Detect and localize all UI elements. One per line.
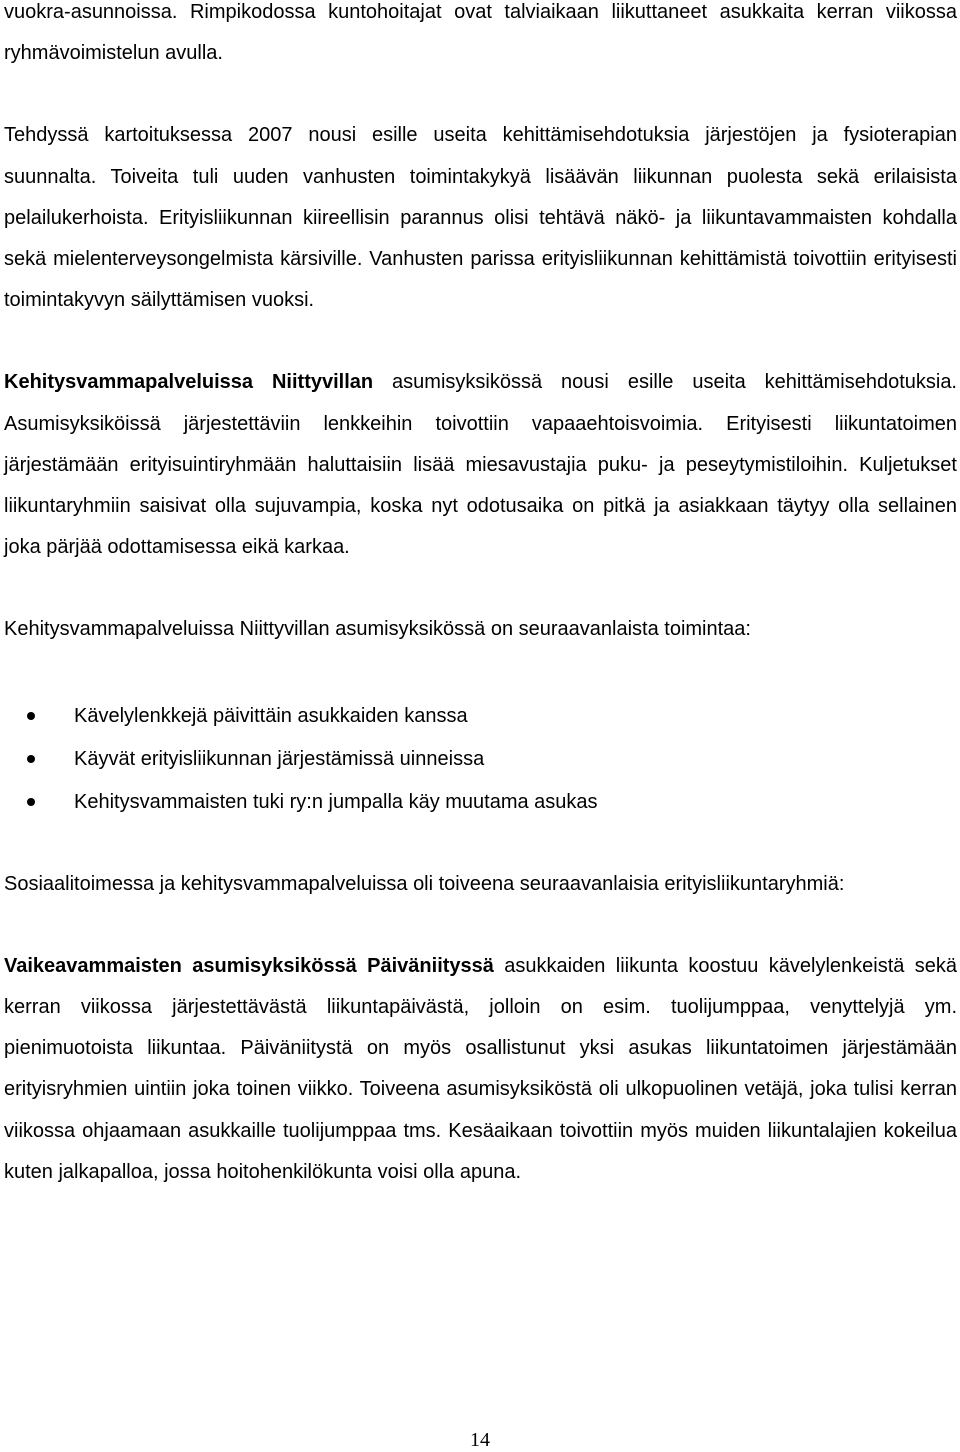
document-page <box>4 0 957 1193</box>
bold-heading-paivaniitty: Vaikeavammaisten asumisyksikössä Päiväniityssä <box>4 954 494 977</box>
list-item <box>4 695 957 738</box>
paragraph-sosiaalitoimi: Sosiaalitoimessa ja kehitysvammapalveluissa oli toiveena seuraavanlaisia erityisliikuntaryhmiä: <box>4 872 845 895</box>
paragraph-rimpikoto: vuokra-asunnoissa. Rimpikodossa kuntohoitajat ovat talviaikaan liikuttaneet asukkaita kerran viikossa ryhmävoimistelun avulla. <box>4 1 957 65</box>
paragraph-paivaniitty <box>4 946 957 1193</box>
bullet-list <box>4 695 957 824</box>
page-number: 14 <box>470 1429 490 1451</box>
paragraph-niittyvilla-toiminta: Kehitysvammapalveluissa Niittyvillan asumisyksikössä on seuraavanlaista toimintaa: <box>4 618 751 641</box>
bullet-dot-icon <box>27 798 35 806</box>
list-item-text: Kehitysvammaisten tuki ry:n jumpalla käy muutama asukas <box>74 790 598 813</box>
bullet-dot-icon <box>27 712 35 720</box>
paragraph-kartoitus-2007: Tehdyssä kartoituksessa 2007 nousi esille useita kehittämisehdotuksia järjestöjen ja fysioterapian suunnalta. Toiveita tuli uuden vanhusten toimintakykyä lisäävän liikunnan puolesta sekä erilaisista pelailukerhoista. Erityisliikunnan kiireellisin parannus olisi tehtävä näkö- ja liikuntavammaisten kohdalla sekä mielenterveysongelmista kärsiville. Vanhusten parissa erityisliikunnan kehittämistä toivottiin erityisesti toimintakyvyn säilyttämisen vuoksi. <box>4 124 957 312</box>
list-item <box>4 781 957 824</box>
list-item <box>4 738 957 781</box>
bullet-dot-icon <box>27 755 35 763</box>
list-item-text: Kävelylenkkejä päivittäin asukkaiden kanssa <box>74 704 468 727</box>
bold-heading-niittyvilla: Kehitysvammapalveluissa Niittyvillan <box>4 371 374 394</box>
paragraph-paivaniitty-body: asukkaiden liikunta koostuu kävelylenkeistä sekä kerran viikossa järjestettävästä liikuntapäivästä, jolloin on esim. tuolijumppaa, venyttelyjä ym. pienimuotoista liikuntaa. Päiväniitystä on myös osallistunut yksi asukas liikuntatoimen järjestämään erityisryhmien uintiin joka toinen viikko. Toiveena asumisyksiköstä oli ulkopuolinen vetäjä, joka tulisi kerran viikossa ohjaamaan asukkaille tuolijumppaa tms. Kesäaikaan toivottiin myös muiden liikuntalajien kokeilua kuten jalkapalloa, jossa hoitohenkilökunta voisi olla apuna. <box>4 954 957 1183</box>
paragraph-niittyvilla-body: asumisyksikössä nousi esille useita kehittämisehdotuksia. Asumisyksiköissä järjestettäviin lenkkeihin toivottiin vapaaehtoisvoimia. Erityisesti liikuntatoimen järjestämään erityisuintiryhmään haluttaisiin lisää miesavustajia puku- ja peseytymistiloihin. Kuljetukset liikuntaryhmiin saisivat olla sujuvampia, koska nyt odotusaika on pitkä ja asiakkaan täytyy olla sellainen joka pärjää odottamisessa eikä karkaa. <box>4 371 957 559</box>
list-item-text: Käyvät erityisliikunnan järjestämissä uinneissa <box>74 747 485 770</box>
paragraph-niittyvilla-ehdotukset <box>4 362 957 568</box>
